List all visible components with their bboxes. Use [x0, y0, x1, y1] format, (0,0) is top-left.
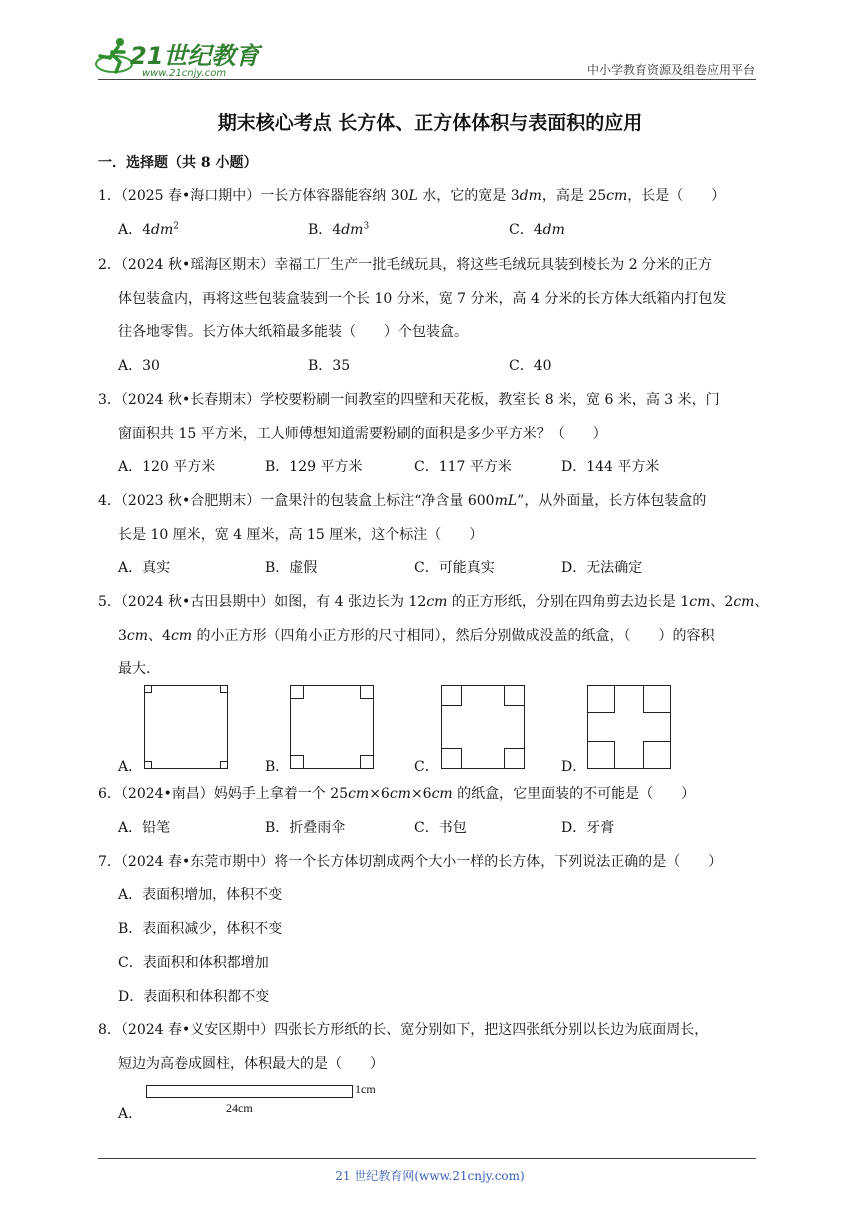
question-8-line-1: 8．（2024 春•义安区期中）四张长方形纸的长、宽分别如下，把这四张纸分别以长边为底面周长，	[98, 1022, 709, 1038]
logo-text: 21世纪教育	[130, 42, 260, 70]
question-1-option-a[interactable]: A．$4dm^2$	[118, 221, 180, 238]
question-7-option-d[interactable]: D．表面积和体积都不变	[118, 989, 270, 1005]
question-5-line-1: 5．（2024 秋•古田县期中）如图，有 4 张边长为 12cm 的正方形纸，分别在四角剪去边长是 1cm、2cm、	[98, 594, 769, 610]
corner-cut	[144, 761, 152, 769]
corner-cut	[144, 685, 152, 693]
question-2-option-b[interactable]: B．35	[308, 358, 351, 374]
question-5-option-c[interactable]: C．	[414, 759, 439, 775]
question-4-option-c[interactable]: C．可能真实	[414, 560, 495, 576]
question-3-option-a[interactable]: A．120 平方米	[118, 459, 216, 475]
corner-cut	[587, 685, 615, 713]
question-6-option-b[interactable]: B．折叠雨伞	[265, 820, 346, 836]
logo-url: www.21cnjy.com	[142, 68, 227, 79]
corner-cut	[441, 748, 462, 769]
corner-cut	[290, 755, 304, 769]
question-2-line-2: 体包装盒内，再将这些包装盒装到一个长 10 分米，宽 7 分米，高 4 分米的长方体大纸箱内打包发	[118, 291, 727, 307]
paper-square-c	[441, 685, 525, 769]
paper-square-d	[587, 685, 671, 769]
runner-logo-icon	[94, 34, 264, 80]
question-4-option-b[interactable]: B．虚假	[265, 560, 318, 576]
corner-cut	[504, 748, 525, 769]
question-5-line-2: 3cm、4cm 的小正方形（四角小正方形的尺寸相同），然后分别做成没盖的纸盒，（ ）的容积	[118, 628, 715, 644]
question-3-option-d[interactable]: D．144 平方米	[561, 459, 660, 475]
question-2-line-1: 2．（2024 秋•瑶海区期末）幸福工厂生产一批毛绒玩具，将这些毛绒玩具装到棱长为 2 分米的正方	[98, 257, 713, 273]
question-8-option-a[interactable]: A．	[118, 1106, 143, 1122]
question-3-option-c[interactable]: C．117 平方米	[414, 459, 512, 475]
page-title: 期末核心考点 长方体、正方体体积与表面积的应用	[217, 112, 643, 134]
corner-cut	[290, 685, 304, 699]
question-3-line-2: 窗面积共 15 平方米，工人师傅想知道需要粉刷的面积是多少平方米？（ ）	[118, 426, 607, 442]
question-1-stem: 1．（2025 春•海口期中）一长方体容器能容纳 30L 水，它的宽是 3dm，高是 25cm，长是（ ）	[98, 188, 726, 204]
question-5-line-3: 最大.	[118, 661, 151, 677]
corner-cut	[587, 741, 615, 769]
corner-cut	[441, 685, 462, 706]
question-5-option-d[interactable]: D．	[561, 759, 587, 775]
corner-cut	[643, 741, 671, 769]
site-logo	[94, 34, 264, 80]
question-4-option-d[interactable]: D．无法确定	[561, 560, 643, 576]
corner-cut	[360, 755, 374, 769]
paper-square-b	[290, 685, 374, 769]
corner-cut	[220, 761, 228, 769]
corner-cut	[643, 685, 671, 713]
corner-cut	[360, 685, 374, 699]
platform-name: 中小学教育资源及组卷应用平台	[586, 63, 755, 77]
question-5-option-b[interactable]: B．	[265, 759, 290, 775]
footer-divider	[98, 1158, 756, 1159]
question-2-option-a[interactable]: A．30	[118, 358, 160, 374]
question-1-option-c[interactable]: C．4dm	[509, 222, 565, 238]
question-3-line-1: 3．（2024 秋•长春期末）学校要粉刷一间教室的四壁和天花板，教室长 8 米，宽 6 米，高 3 米，门	[98, 392, 720, 408]
question-5-option-a[interactable]: A．	[118, 759, 143, 775]
question-6-stem: 6．（2024•南昌）妈妈手上拿着一个 25cm×6cm×6cm 的纸盒，它里面装的不可能是（ ）	[98, 786, 696, 802]
question-1-option-b[interactable]: B．$4dm^3$	[308, 221, 370, 238]
question-6-option-c[interactable]: C．书包	[414, 820, 467, 836]
strip-length-label: 24cm	[226, 1101, 253, 1115]
question-2-line-3: 往各地零售。长方体大纸箱最多能装（ ）个包装盒。	[118, 324, 468, 340]
corner-cut	[220, 685, 228, 693]
question-2-option-c[interactable]: C．40	[509, 358, 552, 374]
question-4-line-2: 长是 10 厘米，宽 4 厘米，高 15 厘米，这个标注（ ）	[118, 527, 484, 543]
strip-width-label: 1cm	[355, 1082, 376, 1096]
question-7-option-b[interactable]: B．表面积减少，体积不变	[118, 921, 283, 937]
paper-strip-figure	[146, 1085, 353, 1098]
question-7-option-c[interactable]: C．表面积和体积都增加	[118, 955, 269, 971]
question-6-option-d[interactable]: D．牙膏	[561, 820, 615, 836]
question-7-stem: 7．（2024 春•东莞市期中）将一个长方体切割成两个大小一样的长方体，下列说法正确的是（ ）	[98, 854, 723, 870]
footer-text: 21 世纪教育网(www.21cnjy.com)	[335, 1169, 525, 1183]
paper-square-a	[144, 685, 228, 769]
section-heading: 一．选择题（共 8 小题）	[98, 155, 258, 171]
question-7-option-a[interactable]: A．表面积增加，体积不变	[118, 887, 283, 903]
question-6-option-a[interactable]: A．铅笔	[118, 820, 171, 836]
corner-cut	[504, 685, 525, 706]
header-divider	[98, 79, 756, 80]
question-3-option-b[interactable]: B．129 平方米	[265, 459, 363, 475]
question-4-line-1: 4．（2023 秋•合肥期末）一盒果汁的包装盒上标注“净含量 600mL”，从外面量，长方体包装盒的	[98, 493, 707, 509]
question-8-line-2: 短边为高卷成圆柱，体积最大的是（ ）	[118, 1056, 384, 1072]
question-4-option-a[interactable]: A．真实	[118, 560, 171, 576]
